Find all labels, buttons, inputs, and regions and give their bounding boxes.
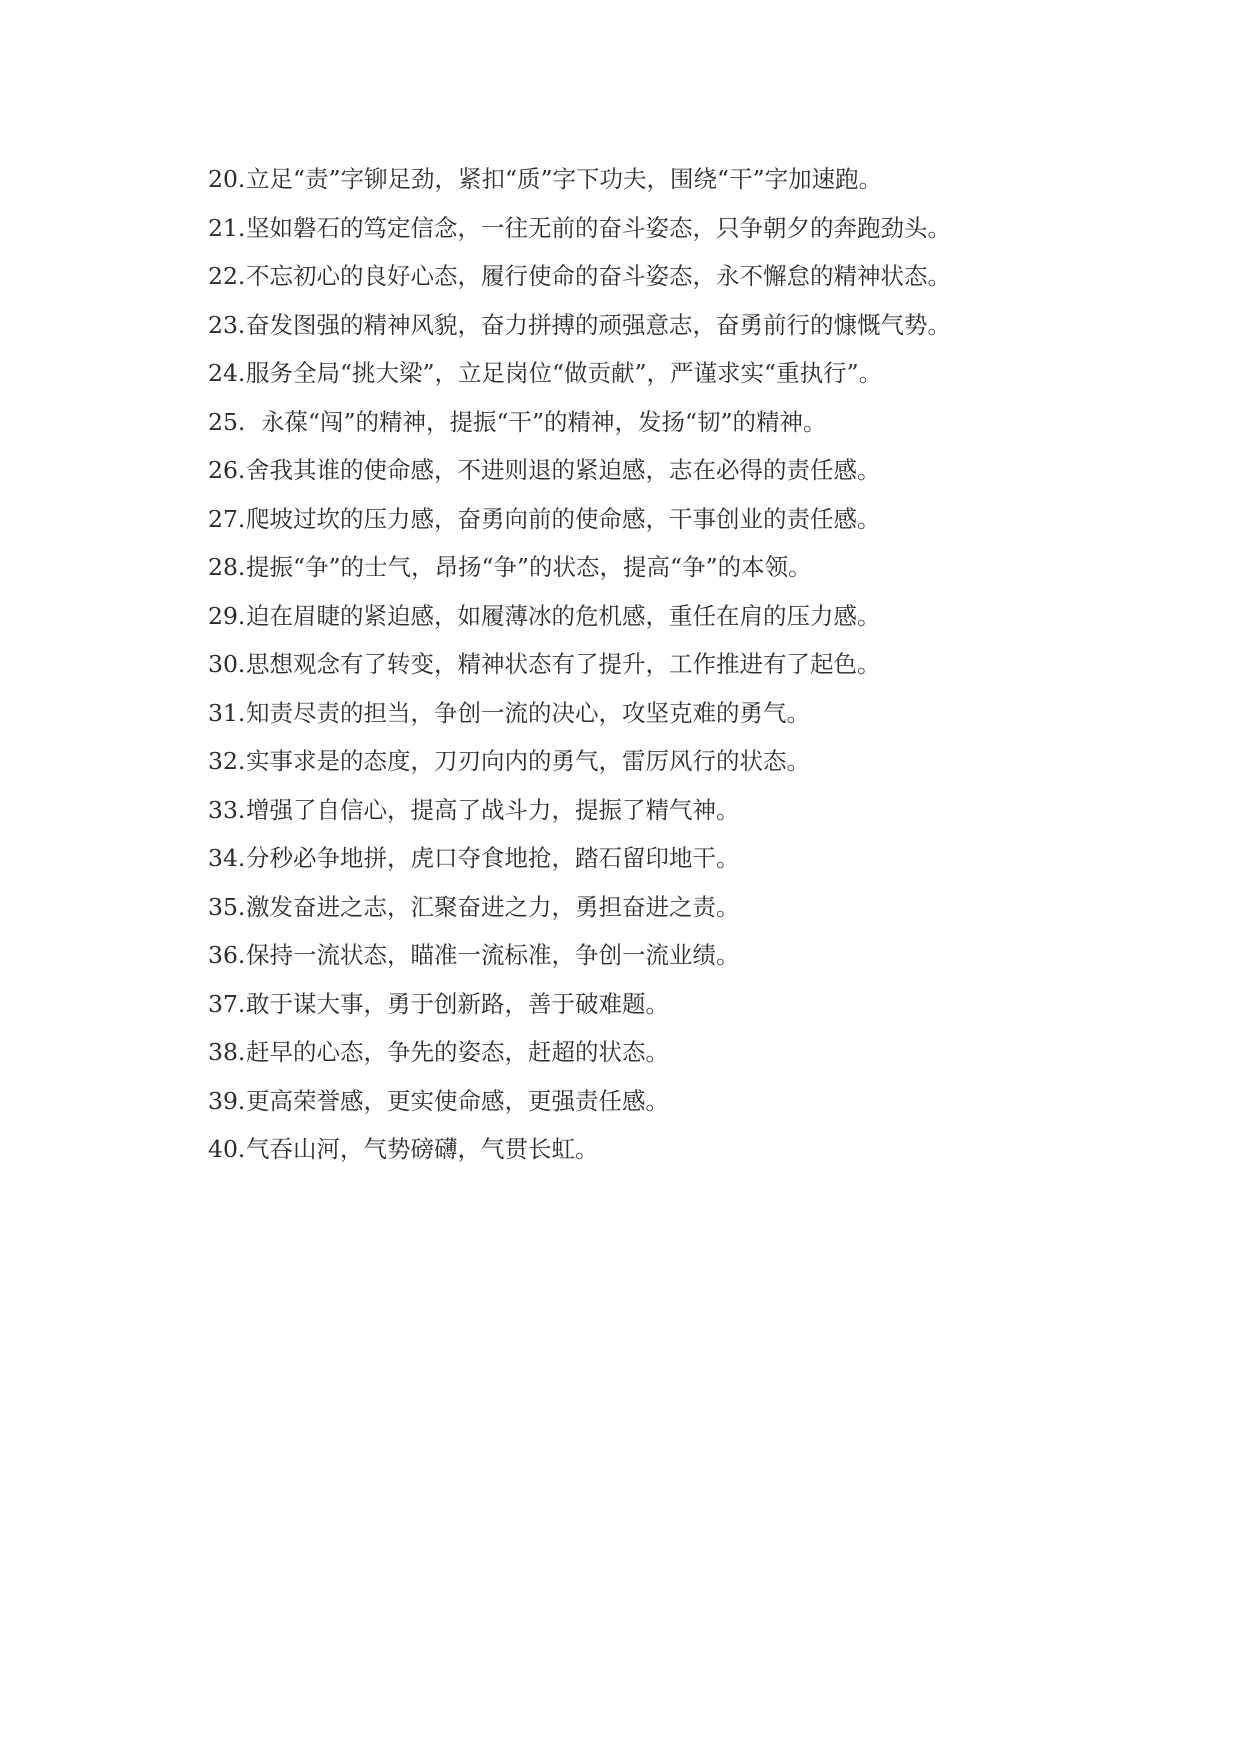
item-text: 提振“争”的士气，昂扬“争”的状态，提高“争”的本领。 (246, 553, 812, 581)
item-text: 实事求是的态度，刀刃向内的勇气，雷厉风行的状态。 (246, 747, 810, 775)
list-item (208, 354, 1208, 403)
list-item (208, 1082, 1208, 1131)
list-item (208, 306, 1208, 355)
list-item (208, 1033, 1208, 1082)
item-text: 永葆“闯”的精神，提振“干”的精神，发扬“韧”的精神。 (246, 407, 827, 436)
item-number: 22. (208, 262, 246, 290)
item-text: 更高荣誉感，更实使命感，更强责任感。 (246, 1086, 669, 1115)
item-number: 32. (208, 747, 246, 775)
item-text: 服务全局“挑大梁”，立足岗位“做贡献”，严谨求实“重执行”。 (246, 359, 883, 387)
list-item (208, 451, 1208, 500)
item-text: 气吞山河，气势磅礴，气贯长虹。 (246, 1135, 599, 1163)
item-number: 33. (208, 795, 246, 824)
item-number: 29. (208, 601, 246, 630)
item-number: 30. (208, 650, 246, 678)
item-text: 保持一流状态，瞄准一流标准，争创一流业绩。 (246, 941, 740, 969)
phrase-list (208, 160, 1208, 1179)
item-text: 爬坡过坎的压力感，奋勇向前的使命感，干事创业的责任感。 (246, 504, 881, 533)
item-number: 39. (208, 1086, 246, 1115)
item-number: 36. (208, 941, 246, 969)
item-text: 敢于谋大事，勇于创新路，善于破难题。 (246, 989, 669, 1018)
item-text: 激发奋进之志，汇聚奋进之力，勇担奋进之责。 (246, 892, 740, 921)
item-number: 26. (208, 456, 246, 484)
item-number: 35. (208, 892, 246, 921)
item-number: 24. (208, 359, 246, 387)
list-item (208, 597, 1208, 646)
item-number: 38. (208, 1038, 246, 1066)
list-item (208, 257, 1208, 306)
list-item (208, 936, 1208, 985)
list-item (208, 839, 1208, 888)
item-number: 20. (208, 165, 246, 193)
item-number: 25. (208, 407, 246, 436)
item-number: 27. (208, 504, 246, 533)
item-text: 知责尽责的担当，争创一流的决心，攻坚克难的勇气。 (246, 698, 810, 727)
list-item (208, 1130, 1208, 1179)
item-text: 坚如磐石的笃定信念，一往无前的奋斗姿态，只争朝夕的奔跑劲头。 (246, 213, 951, 242)
list-item (208, 160, 1208, 209)
item-text: 不忘初心的良好心态，履行使命的奋斗姿态，永不懈怠的精神状态。 (246, 262, 951, 290)
item-number: 34. (208, 844, 246, 872)
list-item (208, 791, 1208, 840)
item-number: 37. (208, 989, 246, 1018)
item-text: 奋发图强的精神风貌，奋力拼搏的顽强意志，奋勇前行的慷慨气势。 (246, 310, 951, 339)
item-text: 舍我其谁的使命感，不进则退的紧迫感，志在必得的责任感。 (246, 456, 881, 484)
list-item (208, 694, 1208, 743)
item-number: 28. (208, 553, 246, 581)
list-item (208, 500, 1208, 549)
item-number: 23. (208, 310, 246, 339)
list-item (208, 645, 1208, 694)
item-text: 增强了自信心，提高了战斗力，提振了精气神。 (246, 795, 740, 824)
item-text: 思想观念有了转变，精神状态有了提升，工作推进有了起色。 (246, 650, 881, 678)
item-number: 40. (208, 1135, 246, 1163)
item-text: 立足“责”字铆足劲，紧扣“质”字下功夫，围绕“干”字加速跑。 (246, 165, 883, 193)
item-text: 赶早的心态，争先的姿态，赶超的状态。 (246, 1038, 669, 1066)
item-text: 分秒必争地拼，虎口夺食地抢，踏石留印地干。 (246, 844, 740, 872)
item-number: 21. (208, 213, 246, 242)
list-item (208, 209, 1208, 258)
list-item (208, 888, 1208, 937)
list-item (208, 403, 1208, 452)
list-item (208, 548, 1208, 597)
list-item (208, 985, 1208, 1034)
item-number: 31. (208, 698, 246, 727)
item-text: 迫在眉睫的紧迫感，如履薄冰的危机感，重任在肩的压力感。 (246, 601, 881, 630)
list-item (208, 742, 1208, 791)
